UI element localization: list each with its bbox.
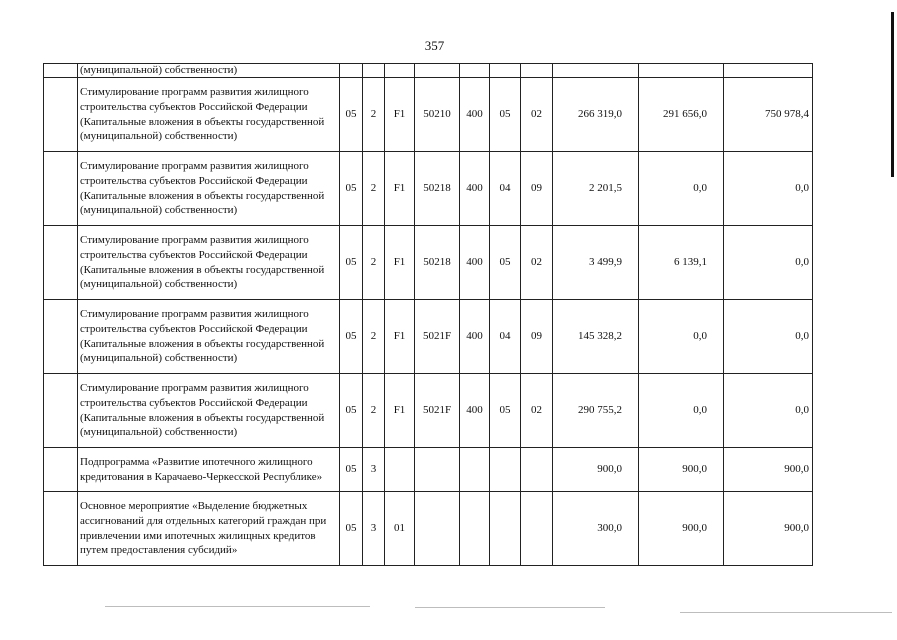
amount-cell: 900,0 [724, 492, 813, 566]
code-cell: 09 [521, 300, 553, 374]
amount-cell: 290 755,2 [553, 374, 639, 448]
code-cell: 02 [521, 78, 553, 152]
amount-cell [639, 64, 724, 78]
amount-cell: 0,0 [639, 300, 724, 374]
code-cell: 2 [363, 152, 385, 226]
code-cell: 400 [460, 300, 490, 374]
code-cell: 5021F [415, 374, 460, 448]
amount-cell: 0,0 [724, 226, 813, 300]
code-cell: 05 [340, 226, 363, 300]
amount-cell: 900,0 [553, 448, 639, 492]
amount-cell: 0,0 [724, 300, 813, 374]
page-number: 357 [424, 38, 445, 53]
row-margin-cell [44, 78, 78, 152]
code-cell: F1 [385, 78, 415, 152]
table-row [44, 492, 813, 566]
row-margin-cell [44, 64, 78, 78]
row-description: (муниципальной) собственности) [78, 64, 340, 78]
scan-artifact-line [680, 612, 892, 613]
row-margin-cell [44, 448, 78, 492]
amount-cell: 900,0 [639, 492, 724, 566]
code-cell: 400 [460, 374, 490, 448]
code-cell [460, 448, 490, 492]
code-cell: 2 [363, 374, 385, 448]
code-cell: 05 [490, 226, 521, 300]
code-cell: 05 [340, 300, 363, 374]
code-cell: 05 [340, 492, 363, 566]
row-description: Стимулирование программ развития жилищного строительства субъектов Российской Федерации (Капитальные вложения в объекты государственной (муниципальной) собственности) [78, 152, 340, 226]
code-cell: 5021F [415, 300, 460, 374]
table-row [44, 448, 813, 492]
row-margin-cell [44, 374, 78, 448]
code-cell: 50210 [415, 78, 460, 152]
code-cell [490, 492, 521, 566]
code-cell: 3 [363, 448, 385, 492]
code-cell [385, 64, 415, 78]
code-cell: 04 [490, 300, 521, 374]
code-cell: 400 [460, 152, 490, 226]
table-row [44, 300, 813, 374]
amount-cell: 3 499,9 [553, 226, 639, 300]
code-cell: 2 [363, 226, 385, 300]
code-cell: 05 [490, 78, 521, 152]
code-cell [415, 448, 460, 492]
code-cell: 400 [460, 226, 490, 300]
amount-cell: 300,0 [553, 492, 639, 566]
code-cell [521, 448, 553, 492]
amount-cell: 291 656,0 [639, 78, 724, 152]
code-cell [363, 64, 385, 78]
code-cell: 02 [521, 226, 553, 300]
row-description: Основное мероприятие «Выделение бюджетных ассигнований для отдельных категорий граждан при привлечении ими ипотечных жилищных кредитов путем предоставления субсидий» [78, 492, 340, 566]
code-cell [490, 448, 521, 492]
row-margin-cell [44, 152, 78, 226]
row-description: Стимулирование программ развития жилищного строительства субъектов Российской Федерации (Капитальные вложения в объекты государственной (муниципальной) собственности) [78, 300, 340, 374]
amount-cell: 2 201,5 [553, 152, 639, 226]
code-cell: 50218 [415, 226, 460, 300]
code-cell: F1 [385, 152, 415, 226]
code-cell: 02 [521, 374, 553, 448]
amount-cell: 0,0 [724, 374, 813, 448]
scan-edge-bar [891, 12, 894, 177]
row-margin-cell [44, 492, 78, 566]
table-row [44, 226, 813, 300]
row-description: Стимулирование программ развития жилищного строительства субъектов Российской Федерации (Капитальные вложения в объекты государственной (муниципальной) собственности) [78, 226, 340, 300]
code-cell [415, 64, 460, 78]
code-cell [460, 492, 490, 566]
row-description: Стимулирование программ развития жилищного строительства субъектов Российской Федерации (Капитальные вложения в объекты государственной (муниципальной) собственности) [78, 78, 340, 152]
code-cell: 09 [521, 152, 553, 226]
code-cell: 04 [490, 152, 521, 226]
amount-cell: 900,0 [639, 448, 724, 492]
row-description: Подпрограмма «Развитие ипотечного жилищного кредитования в Карачаево-Черкесской Республике» [78, 448, 340, 492]
code-cell: 2 [363, 300, 385, 374]
amount-cell: 0,0 [639, 152, 724, 226]
code-cell [385, 448, 415, 492]
table-row [44, 64, 813, 78]
code-cell [460, 64, 490, 78]
code-cell: F1 [385, 226, 415, 300]
amount-cell: 900,0 [724, 448, 813, 492]
code-cell [490, 64, 521, 78]
code-cell [415, 492, 460, 566]
table-row [44, 78, 813, 152]
code-cell: 01 [385, 492, 415, 566]
amount-cell: 0,0 [639, 374, 724, 448]
code-cell: 05 [340, 374, 363, 448]
code-cell: 50218 [415, 152, 460, 226]
table-row [44, 374, 813, 448]
table-row [44, 152, 813, 226]
code-cell: 05 [340, 78, 363, 152]
row-margin-cell [44, 300, 78, 374]
scan-artifact-line [105, 606, 370, 607]
amount-cell: 750 978,4 [724, 78, 813, 152]
code-cell: 2 [363, 78, 385, 152]
scan-artifact-line [415, 607, 605, 608]
amount-cell: 266 319,0 [553, 78, 639, 152]
code-cell [521, 492, 553, 566]
code-cell: 05 [340, 152, 363, 226]
amount-cell: 0,0 [724, 152, 813, 226]
table-body [44, 64, 813, 566]
amount-cell [553, 64, 639, 78]
code-cell [521, 64, 553, 78]
code-cell: F1 [385, 374, 415, 448]
amount-cell: 145 328,2 [553, 300, 639, 374]
code-cell [340, 64, 363, 78]
amount-cell: 6 139,1 [639, 226, 724, 300]
budget-table [43, 63, 813, 566]
code-cell: 400 [460, 78, 490, 152]
code-cell: 3 [363, 492, 385, 566]
code-cell: F1 [385, 300, 415, 374]
row-description: Стимулирование программ развития жилищного строительства субъектов Российской Федерации (Капитальные вложения в объекты государственной (муниципальной) собственности) [78, 374, 340, 448]
code-cell: 05 [340, 448, 363, 492]
amount-cell [724, 64, 813, 78]
code-cell: 05 [490, 374, 521, 448]
row-margin-cell [44, 226, 78, 300]
